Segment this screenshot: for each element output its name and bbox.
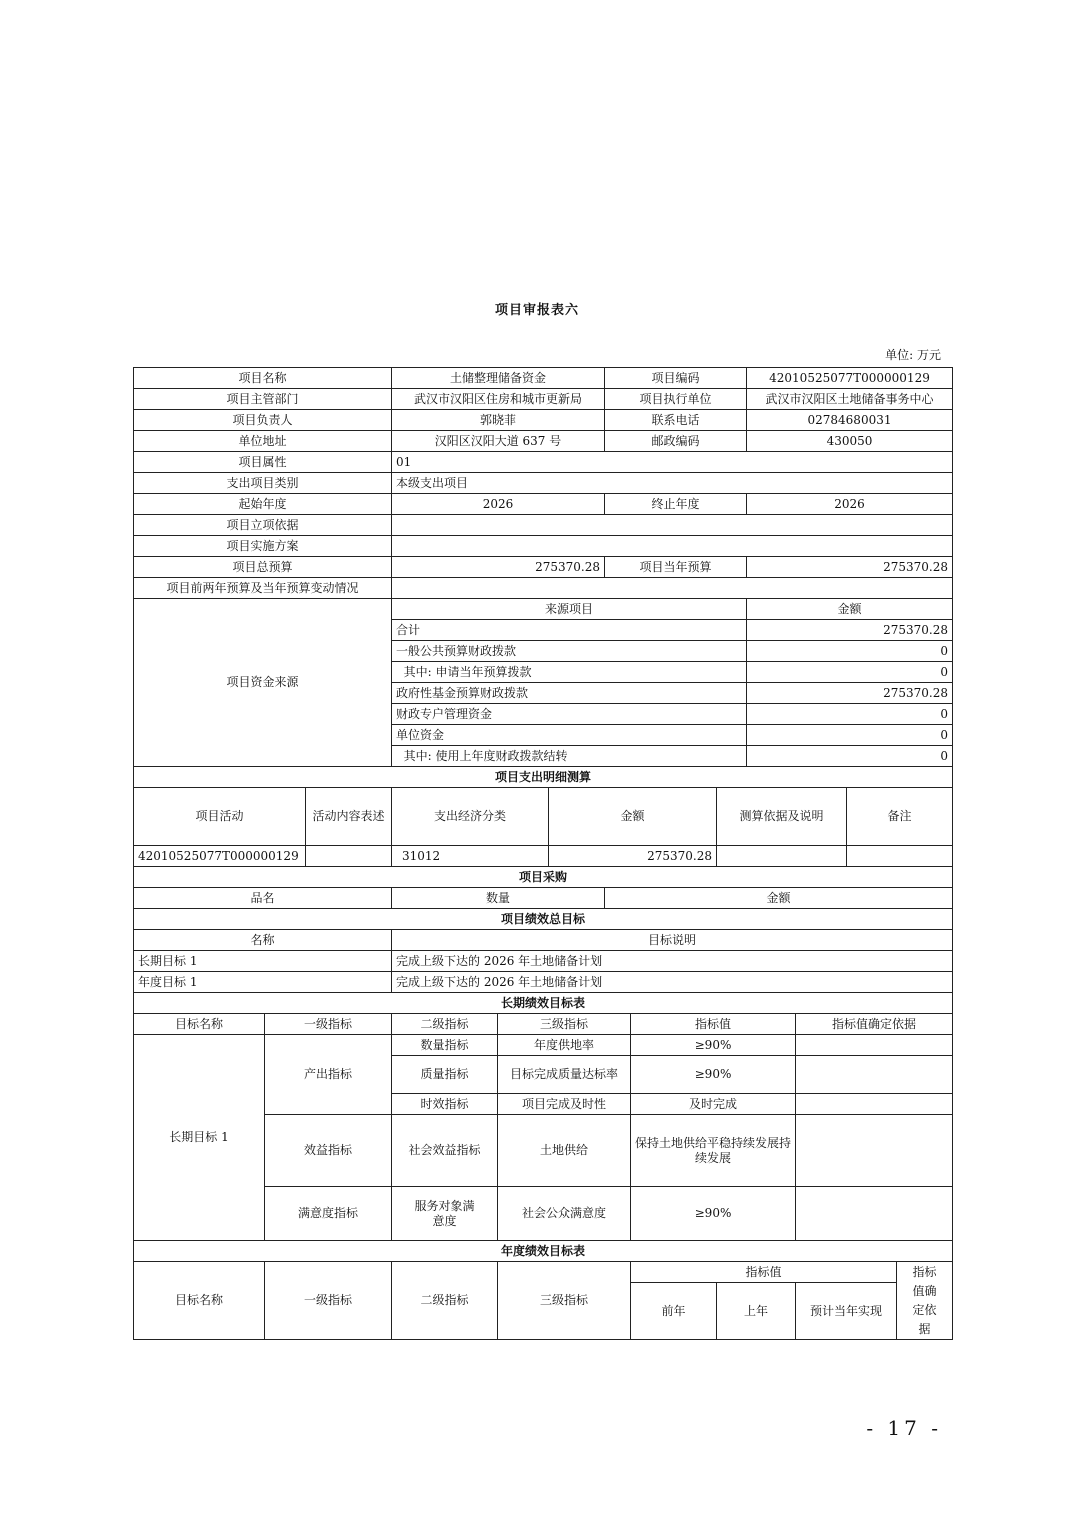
detail-table <box>133 787 953 867</box>
detail-activity: 42010525077T000000129 <box>134 846 306 867</box>
value-address: 汉阳区汉阳大道 637 号 <box>392 431 605 452</box>
goal-desc: 完成上级下达的 2026 年土地储备计划 <box>392 972 953 993</box>
label-annual-budget: 项目当年预算 <box>605 557 747 578</box>
detail-desc <box>306 846 392 867</box>
value-end-year: 2026 <box>747 494 953 515</box>
long-l3: 土地供给 <box>498 1115 631 1187</box>
annual-header: 目标名称 <box>134 1262 265 1340</box>
section-long-term: 长期绩效目标表 <box>134 993 953 1014</box>
value-start-year: 2026 <box>392 494 605 515</box>
goal-name: 长期目标 1 <box>134 951 392 972</box>
long-value: 保持土地供给平稳持续发展持续发展 <box>631 1115 796 1187</box>
label-phone: 联系电话 <box>605 410 747 431</box>
detail-amount: 275370.28 <box>549 846 717 867</box>
label-basis: 项目立项依据 <box>134 515 392 536</box>
section-goals: 项目绩效总目标 <box>134 909 953 930</box>
funding-row-name: 其中: 使用上年度财政拨款结转 <box>392 746 747 767</box>
long-term-table <box>133 1013 953 1262</box>
annual-header: 三级指标 <box>498 1262 631 1340</box>
label-total-budget: 项目总预算 <box>134 557 392 578</box>
value-project-code: 42010525077T000000129 <box>747 368 953 389</box>
value-zip: 430050 <box>747 431 953 452</box>
funding-row-name: 政府性基金预算财政拨款 <box>392 683 747 704</box>
detail-econ: 31012 <box>392 846 549 867</box>
label-funding-source: 项目资金来源 <box>134 599 392 767</box>
label-project-name: 项目名称 <box>134 368 392 389</box>
goal-name: 年度目标 1 <box>134 972 392 993</box>
detail-note <box>847 846 953 867</box>
funding-row-amount: 0 <box>747 746 953 767</box>
detail-header: 活动内容表述 <box>306 788 392 846</box>
funding-row-name: 一般公共预算财政拨款 <box>392 641 747 662</box>
detail-header: 备注 <box>847 788 953 846</box>
long-l3: 项目完成及时性 <box>498 1094 631 1115</box>
detail-header: 支出经济分类 <box>392 788 549 846</box>
value-dept: 武汉市汉阳区住房和城市更新局 <box>392 389 605 410</box>
long-l1-benefit: 效益指标 <box>265 1115 392 1187</box>
label-project-code: 项目编码 <box>605 368 747 389</box>
funding-row-name: 财政专户管理资金 <box>392 704 747 725</box>
long-header: 三级指标 <box>498 1014 631 1035</box>
annual-header: 二级指标 <box>392 1262 498 1340</box>
funding-col-amount: 金额 <box>747 599 953 620</box>
long-l2: 服务对象满意度 <box>392 1187 498 1241</box>
label-attr: 项目属性 <box>134 452 392 473</box>
project-application-form <box>133 367 952 1340</box>
label-exec: 项目执行单位 <box>605 389 747 410</box>
goals-col-desc: 目标说明 <box>392 930 953 951</box>
section-purchase: 项目采购 <box>134 867 953 888</box>
long-value: ≥90% <box>631 1035 796 1056</box>
long-header: 目标名称 <box>134 1014 265 1035</box>
label-category: 支出项目类别 <box>134 473 392 494</box>
long-l2: 社会效益指标 <box>392 1115 498 1187</box>
label-start-year: 起始年度 <box>134 494 392 515</box>
long-l3: 社会公众满意度 <box>498 1187 631 1241</box>
funding-row-amount: 0 <box>747 704 953 725</box>
funding-row-name: 单位资金 <box>392 725 747 746</box>
label-leader: 项目负责人 <box>134 410 392 431</box>
purchase-header: 品名 <box>134 888 392 909</box>
label-plan: 项目实施方案 <box>134 536 392 557</box>
funding-row-name: 其中: 申请当年预算拨款 <box>392 662 747 683</box>
page-title: 项目审报表六 <box>494 303 579 318</box>
long-basis <box>796 1187 953 1241</box>
annual-basis-header: 指标值确定依据 <box>897 1262 953 1340</box>
value-annual-budget: 275370.28 <box>747 557 953 578</box>
value-leader: 郭晓菲 <box>392 410 605 431</box>
long-l1-output: 产出指标 <box>265 1035 392 1115</box>
value-plan <box>392 536 953 557</box>
label-dept: 项目主管部门 <box>134 389 392 410</box>
label-address: 单位地址 <box>134 431 392 452</box>
long-l3: 目标完成质量达标率 <box>498 1056 631 1094</box>
value-budget-change <box>392 578 953 599</box>
value-phone: 02784680031 <box>747 410 953 431</box>
value-exec: 武汉市汉阳区土地储备事务中心 <box>747 389 953 410</box>
value-category: 本级支出项目 <box>392 473 953 494</box>
long-header: 指标值确定依据 <box>796 1014 953 1035</box>
long-l1-satisfaction: 满意度指标 <box>265 1187 392 1241</box>
long-basis <box>796 1115 953 1187</box>
funding-col-source: 来源项目 <box>392 599 747 620</box>
long-l2: 数量指标 <box>392 1035 498 1056</box>
annual-value-header: 指标值 <box>631 1262 897 1283</box>
long-basis <box>796 1035 953 1056</box>
purchase-goals-table <box>133 866 953 1014</box>
annual-value-col: 预计当年实现 <box>796 1283 897 1340</box>
funding-row-amount: 275370.28 <box>747 620 953 641</box>
page-number: - 17 - <box>866 1416 942 1440</box>
long-header: 二级指标 <box>392 1014 498 1035</box>
value-total-budget: 275370.28 <box>392 557 605 578</box>
funding-row-amount: 0 <box>747 725 953 746</box>
detail-basis <box>717 846 847 867</box>
long-header: 一级指标 <box>265 1014 392 1035</box>
annual-value-col: 上年 <box>717 1283 796 1340</box>
detail-header: 金额 <box>549 788 717 846</box>
long-l2: 质量指标 <box>392 1056 498 1094</box>
label-budget-change: 项目前两年预算及当年预算变动情况 <box>134 578 392 599</box>
detail-header: 项目活动 <box>134 788 306 846</box>
annual-value-col: 前年 <box>631 1283 717 1340</box>
detail-header: 测算依据及说明 <box>717 788 847 846</box>
section-annual: 年度绩效目标表 <box>134 1241 953 1262</box>
long-basis <box>796 1094 953 1115</box>
basic-info-table <box>133 367 953 788</box>
long-value: 及时完成 <box>631 1094 796 1115</box>
funding-row-amount: 275370.28 <box>747 683 953 704</box>
long-l3: 年度供地率 <box>498 1035 631 1056</box>
section-detail: 项目支出明细测算 <box>134 767 953 788</box>
value-attr: 01 <box>392 452 953 473</box>
long-basis <box>796 1056 953 1094</box>
purchase-header: 数量 <box>392 888 605 909</box>
long-goal-name: 长期目标 1 <box>134 1035 265 1241</box>
goal-desc: 完成上级下达的 2026 年土地储备计划 <box>392 951 953 972</box>
long-l2: 时效指标 <box>392 1094 498 1115</box>
long-value: ≥90% <box>631 1187 796 1241</box>
label-end-year: 终止年度 <box>605 494 747 515</box>
label-zip: 邮政编码 <box>605 431 747 452</box>
funding-row-name: 合计 <box>392 620 747 641</box>
goals-col-name: 名称 <box>134 930 392 951</box>
annual-table <box>133 1261 953 1340</box>
unit-label: 单位: 万元 <box>885 348 941 362</box>
funding-row-amount: 0 <box>747 641 953 662</box>
funding-row-amount: 0 <box>747 662 953 683</box>
value-basis <box>392 515 953 536</box>
value-project-name: 土储整理储备资金 <box>392 368 605 389</box>
long-header: 指标值 <box>631 1014 796 1035</box>
purchase-header: 金额 <box>605 888 953 909</box>
annual-header: 一级指标 <box>265 1262 392 1340</box>
long-value: ≥90% <box>631 1056 796 1094</box>
